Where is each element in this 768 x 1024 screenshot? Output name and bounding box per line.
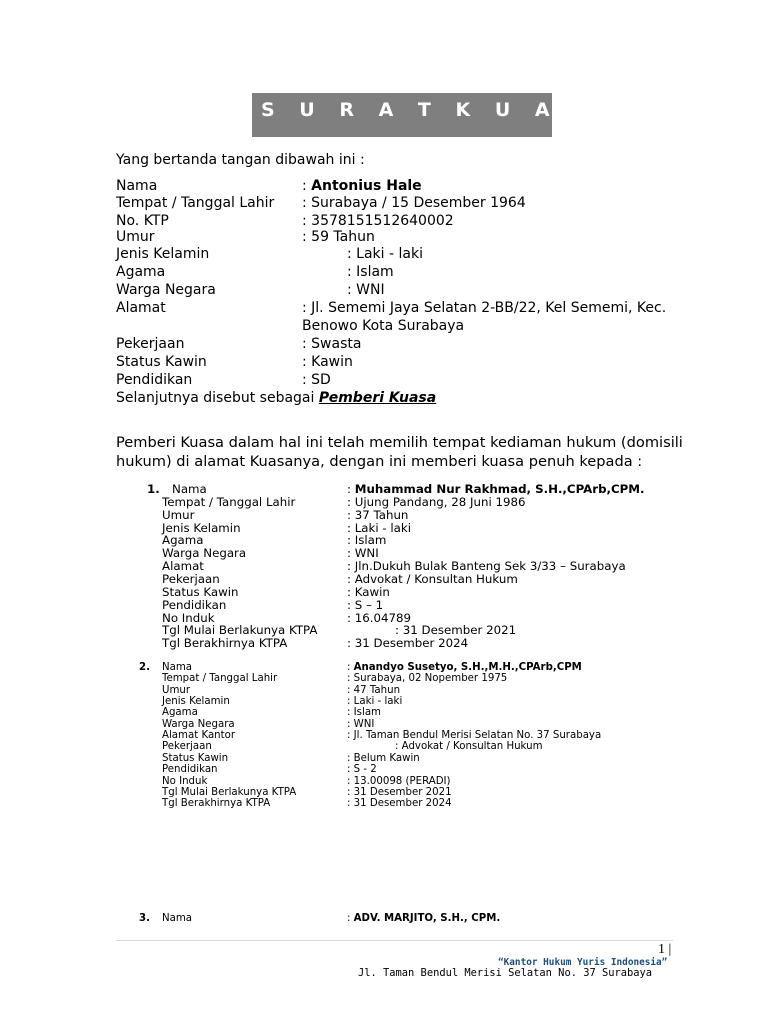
intro-text: Yang bertanda tangan dibawah ini :: [116, 152, 365, 168]
attorney-value: [347, 719, 374, 730]
grantor-value: [302, 213, 454, 229]
grantor-label: Pendidikan: [116, 372, 193, 388]
field-colon: : 16.04789: [347, 610, 412, 625]
footer-address: Jl. Taman Bendul Merisi Selatan No. 37 Surabaya: [358, 967, 653, 979]
attorney-value: [347, 798, 452, 809]
attorney-label: Nama: [172, 482, 207, 496]
attorney-label: Status Kawin: [162, 752, 229, 764]
attorney-label: No Induk: [162, 610, 215, 625]
field-colon: : Jl. Sememi Jaya Selatan 2-BB/22, Kel Sememi, Kec.: [302, 300, 667, 316]
grantor-value: [347, 282, 385, 298]
attorney-label: Umur: [162, 684, 191, 696]
page-number: 1 |: [658, 942, 672, 957]
field-colon: : S – 1: [347, 597, 384, 612]
attorney-label: Tempat / Tanggal Lahir: [162, 494, 296, 509]
attorney-label: Jenis Kelamin: [162, 520, 241, 535]
grantor-value: [347, 246, 423, 262]
attorney-label: Tgl Berakhirnya KTPA: [162, 798, 271, 810]
field-value-strong: Anandyo Susetyo, S.H.,M.H.,CPArb,CPM: [353, 662, 582, 673]
attorney-value: [347, 764, 377, 775]
field-colon: : Ujung Pandang, 28 Juni 1986: [347, 494, 526, 509]
attorney-label: Tgl Mulai Berlakunya KTPA: [162, 786, 297, 798]
field-colon: : WNI: [347, 282, 385, 298]
grantor-value: [302, 229, 375, 245]
attorney-value: [347, 776, 451, 787]
attorney-value: [347, 730, 601, 741]
field-colon: : 59 Tahun: [302, 229, 375, 245]
attorney-number: 2.: [139, 662, 150, 673]
attorney-value: [395, 741, 543, 752]
field-colon: : 13.00098 (PERADI): [347, 775, 451, 787]
attorney-label: Tgl Berakhirnya KTPA: [162, 636, 288, 651]
attorney-label: Agama: [162, 707, 198, 719]
field-value-strong: Antonius Hale: [311, 178, 422, 194]
attorney-value: [347, 636, 468, 650]
grantor-value: [302, 372, 331, 388]
field-colon: : Swasta: [302, 336, 362, 352]
attorney-label: Pendidikan: [162, 764, 218, 776]
field-colon: : Laki - laki: [347, 696, 403, 708]
grantor-label: Nama: [116, 178, 158, 194]
field-colon: : Surabaya, 02 Nopember 1975: [347, 673, 508, 685]
attorney-value: [347, 673, 507, 684]
attorney-value: [347, 696, 402, 707]
attorney-label: Alamat Kantor: [162, 730, 236, 742]
attorney-label: Pekerjaan: [162, 741, 212, 753]
field-colon: : Jl. Taman Bendul Merisi Selatan No. 37 Surabaya: [347, 730, 602, 742]
grantor-label: Tempat / Tanggal Lahir: [116, 195, 275, 211]
field-colon: : Islam: [347, 264, 394, 280]
attorney-value: [347, 707, 381, 718]
field-colon: : Islam: [347, 533, 387, 548]
attorney-label: Tempat / Tanggal Lahir: [162, 673, 278, 685]
field-value-strong: Muhammad Nur Rakhmad, S.H.,CPArb,CPM.: [354, 482, 645, 496]
grantor-label: No. KTP: [116, 213, 169, 229]
grantor-value: [302, 354, 353, 370]
referred-term: Pemberi Kuasa: [318, 390, 437, 406]
attorney-value: [347, 787, 452, 798]
attorney-value: [347, 913, 500, 924]
grantor-label: Agama: [116, 264, 166, 280]
field-colon: : Surabaya / 15 Desember 1964: [302, 195, 526, 211]
field-colon: : Islam: [347, 707, 381, 719]
grantor-value-cont: Benowo Kota Surabaya: [302, 318, 465, 334]
attorney-label: Umur: [162, 507, 195, 522]
field-colon: : Kawin: [302, 354, 353, 370]
attorney-label: Pendidikan: [162, 597, 227, 612]
attorney-label: Nama: [162, 913, 193, 924]
field-colon: : 31 Desember 2021: [395, 623, 517, 638]
grantor-label: Warga Negara: [116, 282, 216, 298]
field-colon: : Jln.Dukuh Bulak Banteng Sek 3/33 – Surabaya: [347, 559, 626, 574]
attorney-label: Agama: [162, 533, 204, 548]
field-colon: : Laki - laki: [347, 246, 423, 262]
grantor-value: [302, 195, 526, 211]
attorney-label: Status Kawin: [162, 584, 239, 599]
attorney-label: Warga Negara: [162, 718, 235, 730]
field-colon: : 47 Tahun: [347, 684, 401, 696]
field-colon: : Laki - laki: [347, 520, 412, 535]
attorney-label: Alamat: [162, 559, 204, 574]
referred-as-line: [116, 390, 436, 406]
field-colon: : 3578151512640002: [302, 213, 454, 229]
field-value-strong: ADV. MARJITO, S.H., CPM.: [353, 913, 501, 924]
grantor-value: [347, 264, 394, 280]
attorney-label: Jenis Kelamin: [162, 696, 230, 708]
attorney-number: 3.: [139, 913, 150, 924]
field-colon: : Advokat / Konsultan Hukum: [395, 741, 543, 753]
field-colon: : WNI: [347, 546, 379, 561]
referred-text: Selanjutnya disebut sebagai: [116, 390, 319, 406]
grantor-value: [302, 178, 422, 194]
attorney-value: [347, 685, 400, 696]
attorney-value: [347, 662, 582, 673]
grantor-label: Pekerjaan: [116, 336, 185, 352]
grantor-label: Jenis Kelamin: [116, 246, 210, 262]
document-title: S U R A T K U A S A: [261, 99, 637, 121]
field-colon: : Kawin: [347, 584, 390, 599]
field-colon: : WNI: [347, 718, 375, 730]
field-colon: : S - 2: [347, 764, 377, 776]
field-colon: : Belum Kawin: [347, 752, 420, 764]
field-colon: : 31 Desember 2024: [347, 636, 469, 651]
field-colon: : Advokat / Konsultan Hukum: [347, 571, 518, 586]
field-colon: :: [347, 913, 354, 924]
paragraph-line-2: hukum) di alamat Kuasanya, dengan ini memberi kuasa penuh kepada :: [116, 453, 643, 470]
attorney-label: Warga Negara: [162, 546, 247, 561]
attorney-number: 1.: [147, 482, 160, 496]
grantor-value: [302, 300, 666, 316]
attorney-value: [347, 753, 420, 764]
field-colon: : 37 Tahun: [347, 507, 409, 522]
field-colon: :: [347, 482, 355, 496]
grantor-label: Umur: [116, 229, 155, 245]
footer-firm-name: “Kantor Hukum Yuris Indonesia”: [498, 957, 668, 968]
footer-divider: [116, 940, 673, 941]
grantor-label: Alamat: [116, 300, 166, 316]
field-colon: :: [302, 178, 312, 194]
field-colon: : SD: [302, 372, 331, 388]
field-colon: :: [347, 662, 354, 673]
attorney-label: Nama: [162, 662, 193, 673]
attorney-label: No Induk: [162, 775, 208, 787]
attorney-label: Tgl Mulai Berlakunya KTPA: [162, 623, 318, 638]
field-colon: : 31 Desember 2021: [347, 786, 452, 798]
grantor-label: Status Kawin: [116, 354, 207, 370]
grantor-value: [302, 336, 361, 352]
field-colon: : 31 Desember 2024: [347, 798, 452, 810]
paragraph-line-1: Pemberi Kuasa dalam hal ini telah memilih tempat kediaman hukum (domisili: [116, 434, 683, 451]
attorney-label: Pekerjaan: [162, 571, 220, 586]
